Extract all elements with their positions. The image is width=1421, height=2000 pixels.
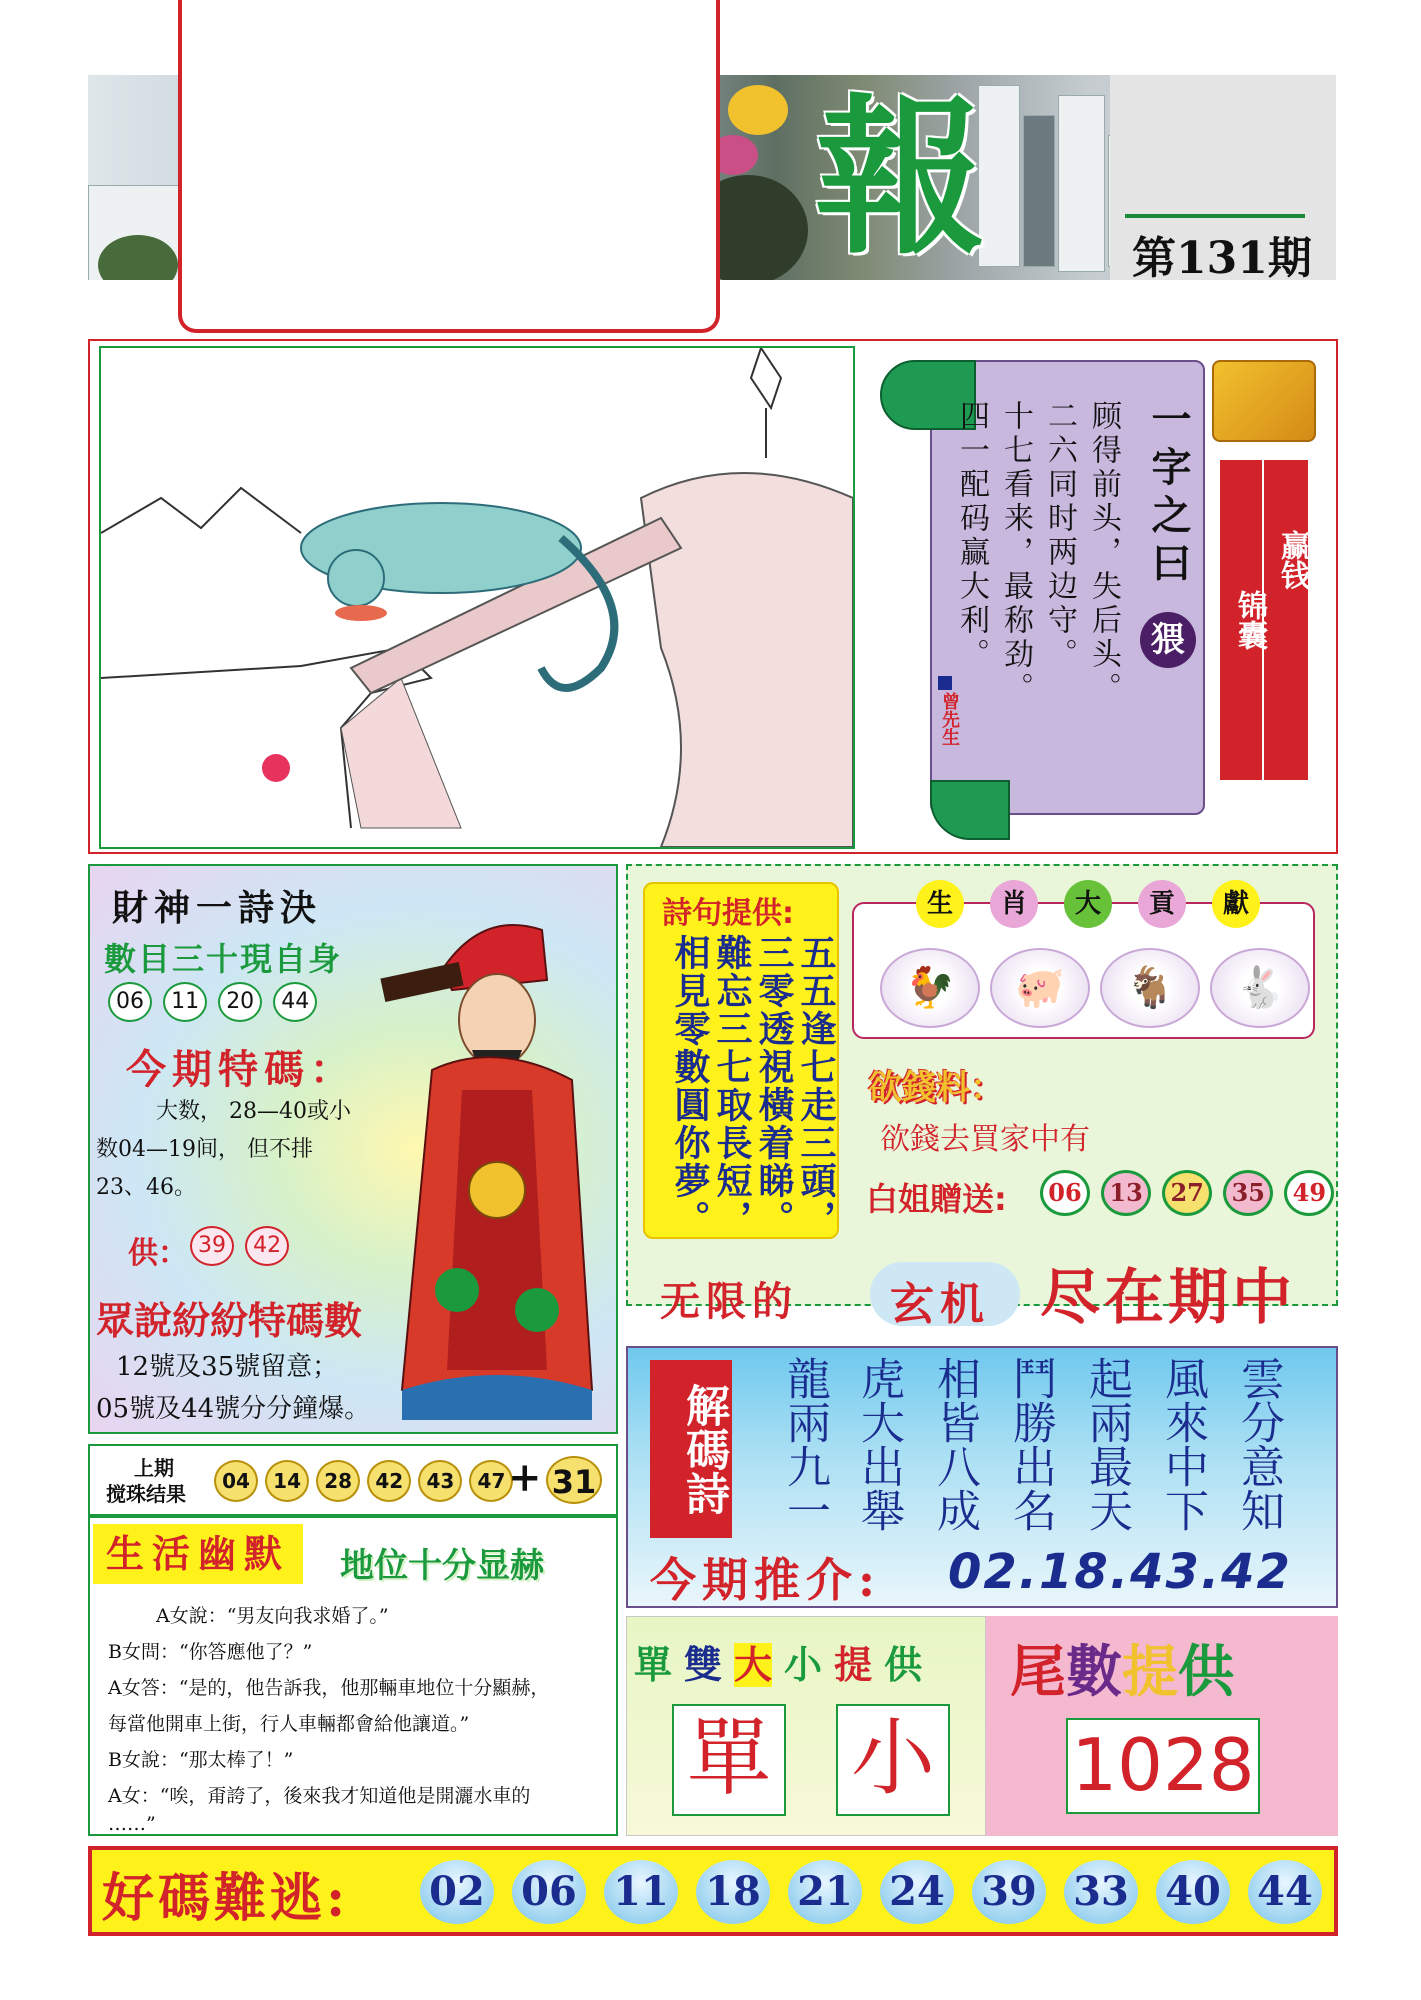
gift-label: 白姐贈送:: [866, 1180, 1007, 1218]
gift-number: 49: [1284, 1170, 1334, 1216]
previous-number: 43: [418, 1460, 462, 1502]
hot-numbers-title: 好碼難逃:: [102, 1868, 350, 1929]
parity-title-char: 小: [784, 1643, 823, 1687]
caishen-title: 財神一詩決: [112, 887, 323, 929]
supply-label: 供：: [128, 1236, 188, 1271]
slogan-part-3: 尽在期中: [1040, 1263, 1296, 1333]
previous-special: 31: [546, 1456, 602, 1504]
recommend-numbers: 02.18.43.42: [948, 1544, 1292, 1600]
humor-line: B女說：“那太棒了！”: [108, 1749, 294, 1771]
scroll-poem-line-1: 顾得前头，失后头。: [1086, 400, 1121, 706]
side-label-jinnang: 锦囊: [1232, 590, 1267, 650]
gift-number: 06: [1040, 1170, 1090, 1216]
poem-supply-title: 詩句提供:: [662, 896, 794, 931]
gift-numbers: [1040, 1170, 1340, 1216]
scroll-poem-line-2: 二六同时两边守。: [1042, 400, 1077, 672]
supply-number: 42: [245, 1226, 289, 1266]
special-text-1: 大数， 28—40或小: [156, 1099, 351, 1124]
previous-plus: +: [508, 1454, 542, 1501]
crowd-line-1: 12號及35號留意；: [116, 1352, 339, 1382]
pig-icon: 🐖: [990, 948, 1090, 1028]
poem-supply-line-3: 難忘三七取長短，: [711, 934, 753, 1238]
parity-title-char: 雙: [684, 1643, 723, 1687]
slogan-part-1: 无限的: [660, 1279, 798, 1325]
previous-numbers: [214, 1460, 515, 1502]
side-label-yingqian: 赢钱: [1275, 530, 1310, 590]
hot-number: 44: [1248, 1860, 1322, 1924]
decode-label: 解碼詩: [650, 1360, 732, 1538]
decode-col: 相皆八成: [929, 1356, 980, 1532]
previous-number: 47: [469, 1460, 513, 1502]
humor-line: A女：“唉，甭誇了，後來我才知道他是開灑水車的: [108, 1785, 531, 1807]
tail-title-char: 數: [1066, 1639, 1122, 1705]
humor-line: A女說：“男友向我求婚了。”: [156, 1605, 389, 1627]
zodiac-title-char: 大: [1064, 880, 1112, 928]
previous-label-2: 搅珠结果: [106, 1482, 186, 1506]
slogan-part-2: 玄机: [890, 1279, 990, 1330]
rabbit-icon: 🐇: [1210, 948, 1310, 1028]
parity-title: [634, 1634, 922, 1689]
caishen-number: 06: [108, 982, 152, 1022]
scroll-char: 猥: [1140, 612, 1196, 668]
scroll-author: 曾先生: [939, 692, 960, 746]
hot-number: 21: [788, 1860, 862, 1924]
chameleon-cartoon: [99, 346, 855, 849]
decode-col: 虎大出舉: [853, 1356, 904, 1532]
humor-title: 生活幽默: [93, 1524, 303, 1584]
tail-answer: 1028: [1066, 1718, 1260, 1814]
scroll-poem-line-3: 十七看来，最称劲。: [998, 400, 1033, 706]
caishen-subtitle: 數目三十現自身: [104, 940, 343, 978]
previous-number: 42: [367, 1460, 411, 1502]
supply-numbers: [190, 1226, 295, 1266]
humor-subtitle: 地位十分显赫: [340, 1546, 544, 1586]
hot-number: 40: [1156, 1860, 1230, 1924]
previous-number: 14: [265, 1460, 309, 1502]
goat-icon: 🐐: [1100, 948, 1200, 1028]
decode-col: 雲分意知: [1233, 1356, 1284, 1532]
tail-title-char: 尾: [1010, 1639, 1066, 1705]
decode-col: 龍兩九一: [779, 1356, 830, 1532]
zodiac-title-char: 獻: [1212, 880, 1260, 928]
parity-title-char: 單: [634, 1643, 673, 1687]
gold-ingot-icon: [1212, 360, 1316, 442]
hot-number: 06: [512, 1860, 586, 1924]
author-marker: [938, 676, 952, 690]
parity-title-char: 大: [734, 1643, 773, 1687]
decode-col: 風來中下: [1157, 1356, 1208, 1532]
special-text-3: 23、46。: [96, 1175, 196, 1200]
previous-number: 04: [214, 1460, 258, 1502]
gift-number: 13: [1101, 1170, 1151, 1216]
caishen-number: 20: [218, 982, 262, 1022]
gift-number: 35: [1223, 1170, 1273, 1216]
parity-answer-2: 小: [836, 1704, 950, 1816]
recommend-label: 今期推介:: [650, 1553, 881, 1607]
caishen-number: 11: [163, 982, 207, 1022]
hot-number: 24: [880, 1860, 954, 1924]
parity-answer-1: 單: [672, 1704, 786, 1816]
zodiac-title-char: 貢: [1138, 880, 1186, 928]
humor-line: B女問：“你答應他了？”: [108, 1641, 313, 1663]
scroll-title: 一字之曰: [1145, 398, 1192, 590]
rooster-icon: 🐓: [880, 948, 980, 1028]
poem-supply-line-2: 三零透視橫着睇。: [753, 934, 795, 1238]
previous-label-1: 上期: [134, 1456, 174, 1480]
caishen-numbers: [108, 982, 323, 1022]
newspaper-title-char: 報: [814, 78, 985, 278]
issue-divider: [1125, 214, 1305, 218]
tail-title-char: 供: [1178, 1639, 1234, 1705]
humor-line: 每當他開車上街，行人車輛都會給他讓道。”: [108, 1713, 470, 1735]
zodiac-title-char: 肖: [990, 880, 1038, 928]
god-figure-drawing: [372, 890, 600, 1430]
tail-title: [1010, 1628, 1234, 1708]
hot-number: 11: [604, 1860, 678, 1924]
crowd-line-2: 05號及44號分分鐘爆。: [96, 1394, 371, 1424]
parity-title-char: 供: [884, 1643, 923, 1687]
issue-number: 第131期: [1132, 233, 1312, 284]
hot-number: 39: [972, 1860, 1046, 1924]
scroll-poem-line-4: 四一配码赢大利。: [954, 400, 989, 672]
humor-line: ……”: [108, 1813, 156, 1835]
tail-title-char: 提: [1122, 1639, 1178, 1705]
zodiac-title-char: 生: [916, 880, 964, 928]
decode-col: 起兩最天: [1081, 1356, 1132, 1532]
supply-number: 39: [190, 1226, 234, 1266]
special-text-2: 数04—19间， 但不排: [96, 1137, 313, 1162]
money-text: 欲錢去買家中有: [880, 1122, 1090, 1157]
gift-number: 27: [1162, 1170, 1212, 1216]
hot-number: 02: [420, 1860, 494, 1924]
crowd-title: 眾說紛紛特碼數: [96, 1299, 363, 1343]
masthead-blank-box: [178, 0, 720, 333]
previous-number: 28: [316, 1460, 360, 1502]
hot-number: 33: [1064, 1860, 1138, 1924]
poem-supply-line-1: 五五逢七走三頭，: [795, 934, 837, 1238]
decode-col: 鬥勝出名: [1005, 1356, 1056, 1532]
parity-title-char: 提: [834, 1643, 873, 1687]
caishen-god-figure: [372, 890, 600, 1430]
humor-line: A女答：“是的，他告訴我，他那輛車地位十分顯赫，: [108, 1677, 550, 1699]
cartoon-drawing: [101, 348, 853, 847]
special-title: 今期特碼：: [126, 1046, 356, 1093]
caishen-number: 44: [273, 982, 317, 1022]
hot-number: 18: [696, 1860, 770, 1924]
money-title: 欲錢料：: [868, 1068, 1004, 1108]
poem-supply-line-4: 相見零數圓你夢。: [669, 934, 711, 1238]
